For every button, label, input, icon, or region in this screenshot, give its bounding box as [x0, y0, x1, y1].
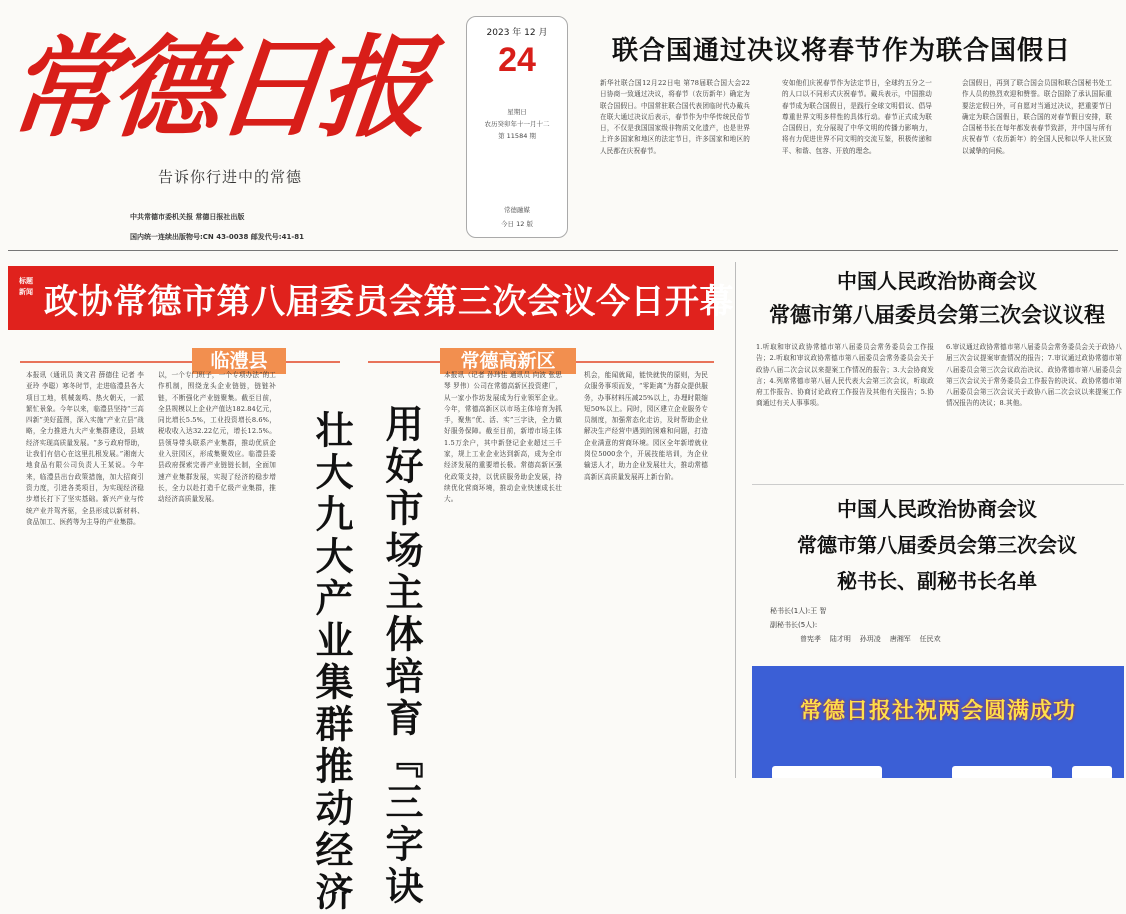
gaoxin-column-2: 机会，能闻就闻，能快就快的原则，为民众服务事项而发，“零距离”为群众提供服务，办事材料压减25%以上，办理时限缩短50%以上。同时，园区建立企业服务专员制度，加强常态化走访，及时帮助企业解决生产经营中遇到的困难和问题，打造企业满意的营商环境。园区全年新增就业岗位5000余个，开展技能培训，为企业输送人才，助力企业发展壮大，推动常德高新区高质量发展再上新台阶。 [584, 371, 708, 481]
column-divider [735, 262, 736, 778]
publisher: 常德融媒 [504, 206, 530, 214]
sponsor-line: 中共常德市委机关报 常德日报社出版 [130, 213, 245, 221]
agenda-items-right: 6.审议通过政协常德市第八届委员会常务委员会关于政协八届三次会议提案审查情况的报告；7.审议通过政协常德市第八届委员会第三次会议政治决议、政协常德市第八届委员会第三次会议关于常务委员会工作报告的决议、政协常德市第八届委员会第三次会议关于政协八届二次会议以来提案工作情况报告的决议；8.其他。 [946, 343, 1122, 408]
linli-headline: 壮大九大产业集群推动经济 [309, 410, 354, 914]
ad-panel-2 [952, 766, 1052, 778]
section-tag-linli: 临澧县 [192, 348, 286, 374]
gaoxin-column-1: 本报讯（记者 孙玮佳 通讯员 向波 张思琴 罗伟）公司在常德高新区投资建厂，从一家小作坊发展成为行业领军企业。今年，常德高新区以市场主体培育为抓手，聚焦“优、活、实”三字诀，全力做好服务保障。截至目前，新增市场主体1.5万余户，其中新登记企业超过三千家，规上工业企业达到新高，成为全市经济发展的重要增长极。常德高新区强化政策支持，以优质服务助企发展，持续优化营商环境，推动企业快速成长壮大。 [444, 371, 562, 504]
date-day: 24 [498, 41, 536, 79]
secretary-title-line2: 常德市第八届委员会第三次会议 [797, 533, 1077, 557]
ad-panel-3 [1072, 766, 1112, 778]
agenda-title-line1: 中国人民政治协商会议 [837, 269, 1037, 293]
secretary-title-line3: 秘书长、副秘书长名单 [837, 569, 1037, 593]
top-story-column-2: 安如他们庆祝春节作为法定节日，全球约五分之一的人口以不同形式庆祝春节。戴兵表示，中国推动春节成为联合国假日，是践行全球文明倡议、倡导尊重世界文明多样性的具体行动。春节正式成为联合国假日，充分展现了中华文明的传播力影响力，将有力促进世界不同文明的交流互鉴，积极传递和平、和谐、包容、开放的理念。 [782, 79, 932, 155]
issue-number: 第 11584 期 [498, 132, 536, 140]
linli-column-2: 以，一个专门班子，一个专项办法”的工作机制，围绕龙头企业链链，链链补链，不断强化产业链聚集。截至目前，全县规模以上企业产值达182.84亿元，同比增长5.5%，工业投资增长8.6%，税收收入达32.22亿元，增长12.5%。县领导带头联系产业集群，推动优质企业入驻园区，形成集聚效应。临澧县委县政府探索完善产业链链长制，全面加速产业集群发展，实现了经济的稳步增长，全力以赴打造千亿级产业集群，推动经济高质量发展。 [158, 371, 276, 504]
ad-panel-1 [772, 766, 882, 778]
masthead-divider [8, 250, 1118, 251]
section-tag-gaoxin: 常德高新区 [440, 348, 576, 374]
deputy-names: 曾宪孝 陆才明 孙玥凌 唐湘军 任民欢 [800, 635, 941, 643]
agenda-divider [752, 484, 1124, 485]
agenda-items-left: 1.听取和审议政协常德市第八届委员会常务委员会工作报告；2.听取和审议政协常德市第八届委员会常务委员会关于政协八届二次会议以来提案工作情况的报告；3.大会协商发言；4.列席常德市第八届人民代表大会第三次会议，听取政府工作报告、协商讨论政府工作报告及其他有关报告；5.协商通过有关人事事项。 [756, 343, 934, 408]
top-story-column-1: 新华社联合国12月22日电 第78届联合国大会22日协商一致通过决议，将春节（农历新年）确定为联合国假日。中国常驻联合国代表团临时代办戴兵在联大通过决议后表示，春节作为中华传统民俗节日，不仅是我国国家级非物质文化遗产，也是世界上许多国家和地区的法定节日，许多国家和地区的人民都在庆祝春节。 [600, 79, 750, 155]
section-rule-left [20, 361, 340, 363]
slogan: 告诉你行进中的常德 [158, 168, 303, 186]
lead-banner [8, 266, 734, 330]
lead-headline: 政协常德市第八届委员会第三次会议今日开幕 [44, 282, 734, 322]
date-year-month: 2023 年 12 月 [486, 28, 548, 38]
ad-slogan: 常德日报社祝两会圆满成功 [799, 699, 1076, 724]
date-lunar: 农历癸卯年十一月十二 [484, 120, 550, 128]
top-story-headline: 联合国通过决议将春节作为联合国假日 [612, 36, 1072, 66]
agenda-title-line2: 常德市第八届委员会第三次会议议程 [769, 303, 1105, 327]
banner-tag: 标题新闻 [19, 277, 33, 296]
linli-column-1: 本报讯（通讯员 龚文君 薛德佳 记者 李亚玲 李聪）寒冬时节，走进临澧县各大项目工地，机械轰鸣、热火朝天，一派繁忙景象。今年以来，临澧县坚持“三高四新”美好蓝图，深入实施“产业立县”战略，全力推进九大产业集群建设，县域经济实现高质量发展。“多亏政府帮助，让我们有信心在这里扎根发展。”湘南大地食品有限公司负责人王某说。今年来，临澧县出台政策措施，加大招商引资力度，引进各类项目，为实现经济稳步增长打下了坚实基础。新兴产业与传统产业并驾齐驱，全县形成以新材料、食品加工、医药等为主导的产业集群。 [26, 371, 144, 526]
secretary-title-line1: 中国人民政治协商会议 [837, 497, 1037, 521]
page-count: 今日 12 版 [501, 220, 533, 228]
gaoxin-headline: 用好市场主体培育『三字诀 [379, 404, 424, 908]
secretary-general: 秘书长(1人):王 智 [770, 607, 827, 615]
date-weekday: 星期日 [507, 108, 527, 116]
newspaper-logo: 常德日报 [1, 23, 431, 152]
congrats-ad [752, 666, 1124, 778]
issn-line: 国内统一连续出版物号:CN 43-0038 邮发代号:41-81 [130, 233, 304, 241]
top-story-column-3: 会国假日，再到了联合国会员国和联合国秘书处工作人员的热烈欢迎和赞誉。联合国除了承认国际重要法定假日外，可自愿对当通过决议，把重要节日确定为联合国假日，联合国的对春节假日安排，联合国秘书长在每年都发表春节致辞，并中国与所有庆祝春节（农历新年）的全国人民和以华人社区致以诚挚的问候。 [962, 79, 1112, 155]
deputy-label: 副秘书长(5人): [770, 621, 818, 629]
date-box [466, 16, 568, 238]
